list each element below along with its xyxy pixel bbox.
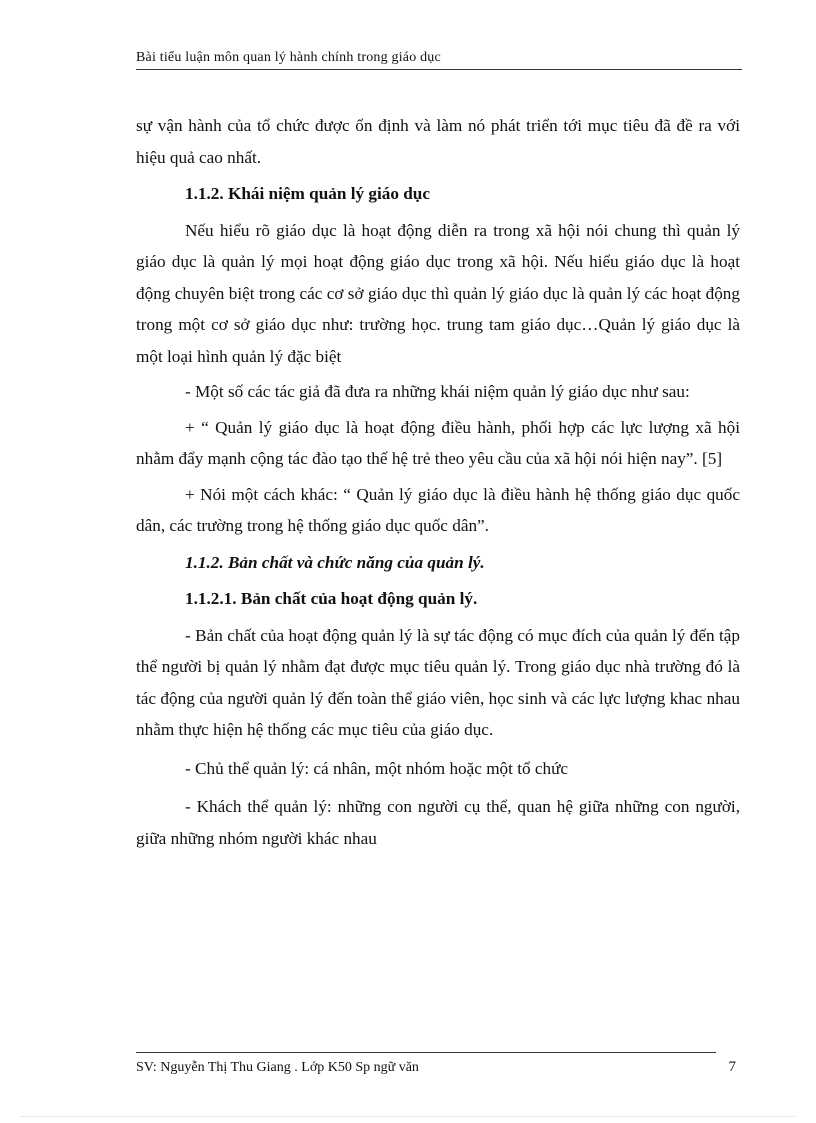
header-title: Bài tiểu luận môn quan lý hành chính trong giáo dục bbox=[136, 50, 441, 65]
page-number: 7 bbox=[728, 1059, 736, 1075]
paragraph-definition: Nếu hiểu rõ giáo dục là hoạt động diễn ra trong xã hội nói chung thì quản lý giáo dục là quản lý mọi hoạt động giáo dục trong xã hội. Nếu hiểu giáo dục là hoạt động chuyên biệt trong các cơ sở giáo dục thì quản lý giáo dục là quản lý các hoạt động trong một cơ sở giáo dục như: trường học. trung tam giáo dục…Quản lý giáo dục là một loại hình quản lý đặc biệt bbox=[136, 220, 740, 366]
section-heading-ban-chat: 1.1.2. Bản chất và chức năng của quản lý. bbox=[185, 552, 485, 572]
document-body bbox=[136, 110, 740, 854]
paragraph-subject: - Chủ thể quản lý: cá nhân, một nhóm hoặc một tổ chức bbox=[185, 758, 569, 778]
footer-author: SV: Nguyễn Thị Thu Giang . Lớp K50 Sp ngữ văn bbox=[136, 1060, 419, 1075]
page-footer bbox=[136, 1052, 740, 1076]
paragraph-nature: - Bản chất của hoạt động quản lý là sự tác động có mục đích của quản lý đến tập thể người bị quản lý nhằm đạt được mục tiêu quản lý. Trong giáo dục nhà trường đó là tác động của người quản lý đến toàn thể giáo viên, học sinh và các lực lượng khac nhau nhằm thực hiện hệ thống các mục tiêu của giáo dục. bbox=[136, 625, 740, 739]
paragraph-authors-intro: - Một số các tác giả đã đưa ra những khái niệm quản lý giáo dục như sau: bbox=[185, 382, 690, 401]
paragraph-object: - Khách thể quản lý: những con người cụ thể, quan hệ giữa những con người, giữa những nhóm người khác nhau bbox=[136, 797, 740, 848]
section-heading-khai-niem: 1.1.2. Khái niệm quản lý giáo dục bbox=[185, 184, 430, 203]
paragraph-continuation: sự vận hành của tổ chức được ổn định và làm nó phát triển tới mục tiêu đã đề ra với hiệu quả cao nhất. bbox=[136, 116, 740, 167]
subsection-heading: 1.1.2.1. Bản chất của hoạt động quản lý. bbox=[185, 589, 478, 608]
paragraph-quote-2: + Nói một cách khác: “ Quản lý giáo dục là điều hành hệ thống giáo dục quốc dân, các trường trong hệ thống giáo dục quốc dân”. bbox=[136, 484, 740, 535]
page-header bbox=[136, 50, 742, 70]
paragraph-quote-1: + “ Quản lý giáo dục là hoạt động điều hành, phối hợp các lực lượng xã hội nhằm đẩy mạnh cộng tác đào tạo thế hệ trẻ theo yêu cầu của xã hội nói hiện nay”. [5] bbox=[136, 417, 740, 468]
page-edge-divider bbox=[20, 1116, 796, 1117]
